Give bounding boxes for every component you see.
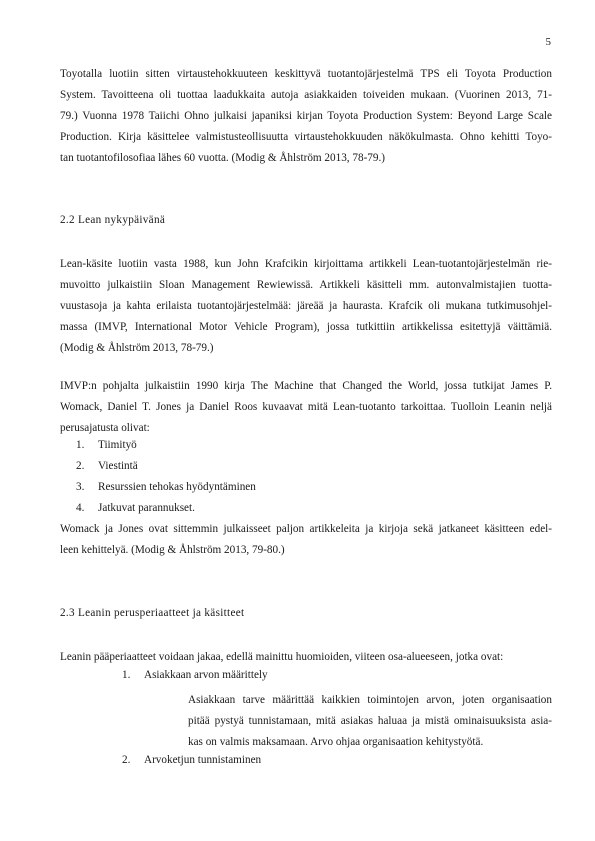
paragraph-toyota-tps	[60, 64, 552, 169]
text-line: IMVP:n pohjalta julkaistiin 1990 kirja The Machine that Changed the World, jossa tutkijat James P.	[60, 380, 552, 392]
text-line: Asiakkaan tarve määrittää kaikkien toimintojen arvon, joten organisaation	[188, 694, 552, 706]
list-item: 4. Jatkuvat parannukset.	[76, 502, 195, 514]
list-item: 2. Arvoketjun tunnistaminen	[122, 754, 262, 766]
section-heading-2-3: 2.3 Leanin perusperiaatteet ja käsitteet	[60, 607, 245, 619]
page-number: 5	[545, 36, 551, 48]
paragraph-customer-value	[188, 690, 552, 753]
text-line: kas on valmis maksamaan. Arvo ohjaa organisaation kehitystyötä.	[188, 736, 484, 748]
paragraph-principles-intro	[60, 647, 552, 668]
paragraph-lean-concept	[60, 254, 552, 359]
text-line: vuustasoja ja kahta erilaista tuotantojärjestelmää: järeää ja haurasta. Krafcik oli mukana tutkimusohjel-	[60, 300, 552, 312]
list-item: 1. Tiimityö	[76, 439, 137, 451]
text-line: Production. Kirja käsittelee valmistusteollisuutta virtaustehokkuuden näkökulmasta. Ohno kehitti Toyo-	[60, 131, 552, 143]
list-item: 3. Resurssien tehokas hyödyntäminen	[76, 481, 256, 493]
text-line: Womack, Daniel T. Jones ja Daniel Roos kuvaavat mitä Lean-tuotanto tarkoittaa. Tuolloin Leanin neljä	[60, 401, 552, 413]
text-line: pitää pystyä tunnistamaan, mitä asiakas haluaa ja mistä ominaisuuksista asia-	[188, 715, 552, 727]
text-line: Lean-käsite luotiin vasta 1988, kun John Krafcikin kirjoittama artikkeli Lean-tuotantojärjestelmän rie-	[60, 258, 552, 270]
text-line: leen kehittelyä. (Modig & Åhlström 2013, 79-80.)	[60, 544, 285, 556]
text-line: Toyotalla luotiin sitten virtaustehokkuuteen keskittyvä tuotantojärjestelmä TPS eli Toyota Production	[60, 68, 552, 80]
text-line: Leanin pääperiaatteet voidaan jakaa, edellä mainittu huomioiden, viiteen osa-alueeseen, jotka ovat:	[60, 651, 504, 663]
text-line: System. Tavoitteena oli tuottaa laadukkaita autoja asiakkaiden toiveiden mukaan. (Vuorinen 2013, 71-	[60, 89, 552, 101]
text-line: perusajatusta olivat:	[60, 422, 150, 434]
text-line: muvoitto julkaistiin Sloan Management Rewiewissä. Artikkeli käsitteli mm. autonvalmistajien tuotta-	[60, 279, 552, 291]
list-item: 1. Asiakkaan arvon määrittely	[122, 669, 268, 681]
text-line: massa (IMVP, International Motor Vehicle Program), jossa tutkittiin artikkelissa esitettyjä väittämiä.	[60, 321, 552, 333]
section-heading-2-2: 2.2 Lean nykypäivänä	[60, 214, 166, 226]
paragraph-womack-jones	[60, 519, 552, 561]
text-line: tan tuotantofilosofiaa lähes 60 vuotta. (Modig & Åhlström 2013, 78-79.)	[60, 152, 386, 164]
text-line: 79.) Vuonna 1978 Taiichi Ohno julkaisi japaniksi kirjan Toyota Production System: Beyond Large Scale	[60, 110, 552, 122]
text-line: (Modig & Åhlström 2013, 78-79.)	[60, 342, 214, 354]
text-line: Womack ja Jones ovat sittemmin julkaisseet paljon artikkeleita ja kirjoja sekä jatkaneet käsitteen edel-	[60, 523, 552, 535]
list-item: 2. Viestintä	[76, 460, 138, 472]
paragraph-imvp	[60, 376, 552, 439]
